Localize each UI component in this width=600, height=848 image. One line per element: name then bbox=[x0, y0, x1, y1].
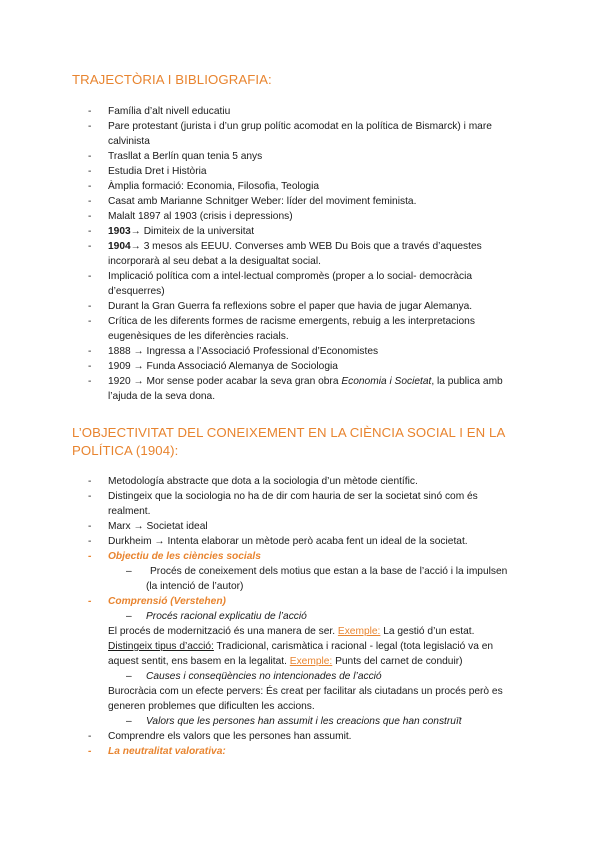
list-item: - Crítica de les diferents formes de racisme emergents, rebuig a les interpretacions eugenèsiques de les diferències racials. bbox=[88, 316, 475, 342]
list-item: - Pare protestant (jurista i d’un grup polític acomodat en la política de Bismarck) i mare calvinista bbox=[88, 121, 492, 147]
paragraph: Distingeix tipus d’acció: Tradicional, carismàtica i racional - legal (tota legislació va en aquest sentit, ens basem en la legalitat. Exemple: Punts del carnet de conduir) bbox=[108, 641, 494, 667]
section-title-trajectoria: TRAJECTÒRIA I BIBLIOGRAFIA: bbox=[72, 72, 272, 87]
section-title-objectivitat: L’OBJECTIVITAT DEL CONEIXEMENT EN LA CIÈNCIA SOCIAL I EN LA POLÍTICA (1904): bbox=[72, 425, 505, 458]
list-item: - Estudia Dret i Història bbox=[88, 166, 207, 177]
list-item: - Casat amb Marianne Schnitger Weber: líder del moviment feminista. bbox=[88, 196, 417, 207]
sub-item: – Causes i conseqüències no intencionades de l’acció bbox=[126, 671, 382, 682]
list-item: - Distingeix que la sociologia no ha de dir com hauria de ser la societat sinó com és realment. bbox=[88, 491, 478, 517]
list-item: - 1904→ 3 mesos als EEUU. Converses amb WEB Du Bois que a través d’aquestes incorporarà al seu debat a la desigualtat social. bbox=[88, 241, 482, 267]
objectivity-list bbox=[88, 474, 518, 759]
paragraph: El procés de modernització és una manera de ser. Exemple: La gestió d’un estat. bbox=[108, 626, 475, 637]
list-item: - Metodología abstracte que dota a la sociologia d’un mètode científic. bbox=[88, 476, 418, 487]
list-item-heading-comprensio: - Comprensió (Verstehen) bbox=[88, 596, 226, 607]
list-item-heading-neutralitat: - La neutralitat valorativa: bbox=[88, 746, 226, 757]
list-item: - Implicació política com a intel·lectual compromès (proper a lo social- democràcia d’esquerres) bbox=[88, 271, 473, 297]
list-item: - Àmplia formació: Economia, Filosofia, Teologia bbox=[88, 181, 320, 192]
list-item-heading-objectiu: - Objectiu de les ciències socials bbox=[88, 551, 261, 562]
sub-item: – Procés de coneixement dels motius que estan a la base de l’acció i la impulsen (la intenció de l’autor) bbox=[126, 566, 508, 592]
list-item: - Trasllat a Berlín quan tenia 5 anys bbox=[88, 151, 263, 162]
list-item: - 1909 → Funda Associació Alemanya de Sociologia bbox=[88, 361, 338, 372]
list-item: - Marx → Societat ideal bbox=[88, 521, 208, 532]
list-item: - 1920 → Mor sense poder acabar la seva gran obra Economia i Societat, la publica amb l’ajuda de la seva dona. bbox=[88, 376, 503, 402]
biography-list bbox=[88, 104, 518, 404]
list-item: - Malalt 1897 al 1903 (crisis i depressions) bbox=[88, 211, 293, 222]
list-item: - Durkheim → Intenta elaborar un mètode però acaba fent un ideal de la societat. bbox=[88, 536, 468, 547]
list-item: - Família d’alt nivell educatiu bbox=[88, 106, 231, 117]
sub-item: – Valors que les persones han assumit i les creacions que han construït bbox=[126, 716, 462, 727]
list-item: - 1888 → Ingressa a l’Associació Professional d’Economistes bbox=[88, 346, 379, 357]
list-item: - Comprendre els valors que les persones han assumit. bbox=[88, 731, 352, 742]
paragraph: Burocràcia com un efecte pervers: És creat per facilitar als ciutadans un procés però es generen problemes que dificulten les accions. bbox=[108, 686, 503, 712]
sub-item: – Procés racional explicatiu de l’acció bbox=[126, 611, 307, 622]
list-item: - Durant la Gran Guerra fa reflexions sobre el paper que havia de jugar Alemanya. bbox=[88, 301, 473, 312]
list-item: - 1903→ Dimiteix de la universitat bbox=[88, 226, 255, 237]
